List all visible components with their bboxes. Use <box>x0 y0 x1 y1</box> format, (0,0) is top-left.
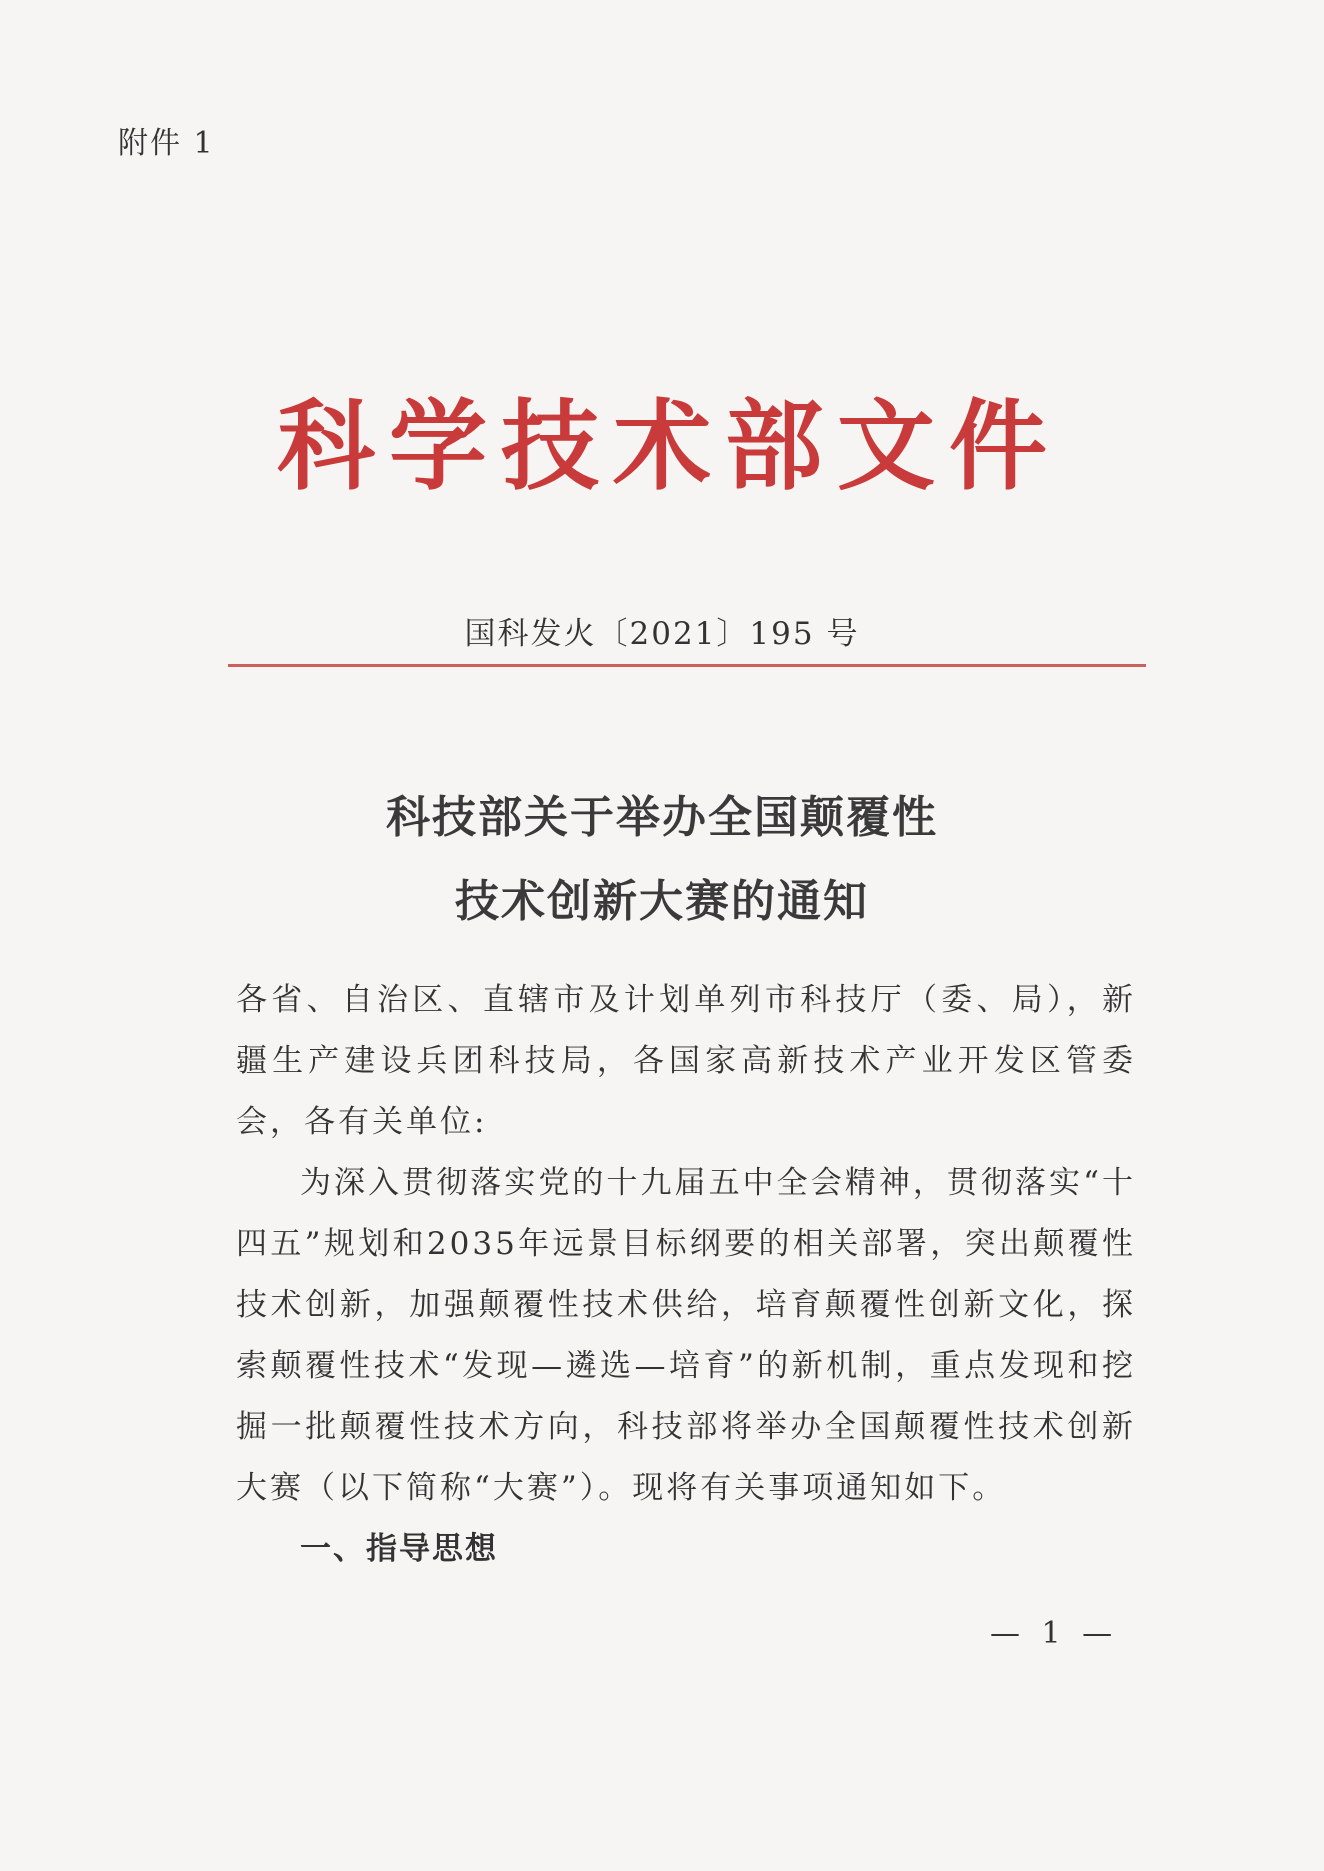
section-heading-guiding-ideology: 一、指导思想 <box>300 1531 498 1567</box>
red-divider-line <box>228 664 1146 667</box>
page-number: — 1 — <box>990 1616 1119 1651</box>
notice-title <box>0 776 1324 944</box>
salutation: 各省、自治区、直辖市及计划单列市科技厅（委、局），新疆生产建设兵团科技局，各国家高新技术产业开发区管委会，各有关单位: <box>236 982 1136 1140</box>
document-body <box>236 970 1136 1580</box>
masthead-title: 科学技术部文件 <box>276 390 1061 504</box>
paragraph-intro: 为深入贯彻落实党的十九届五中全会精神，贯彻落实“十四五”规划和2035年远景目标纲要的相关部署，突出颠覆性技术创新，加强颠覆性技术供给，培育颠覆性创新文化，探索颠覆性技术“发现—遴选—培育”的新机制，重点发现和挖掘一批颠覆性技术方向，科技部将举办全国颠覆性技术创新大赛（以下简称“大赛”）。现将有关事项通知如下。 <box>236 1165 1136 1506</box>
attachment-label: 附件 1 <box>118 126 215 161</box>
notice-title-line-2: 技术创新大赛的通知 <box>455 876 869 927</box>
notice-title-line-1: 科技部关于举办全国颠覆性 <box>386 792 938 843</box>
document-number: 国科发火〔2021〕195 号 <box>464 616 860 652</box>
